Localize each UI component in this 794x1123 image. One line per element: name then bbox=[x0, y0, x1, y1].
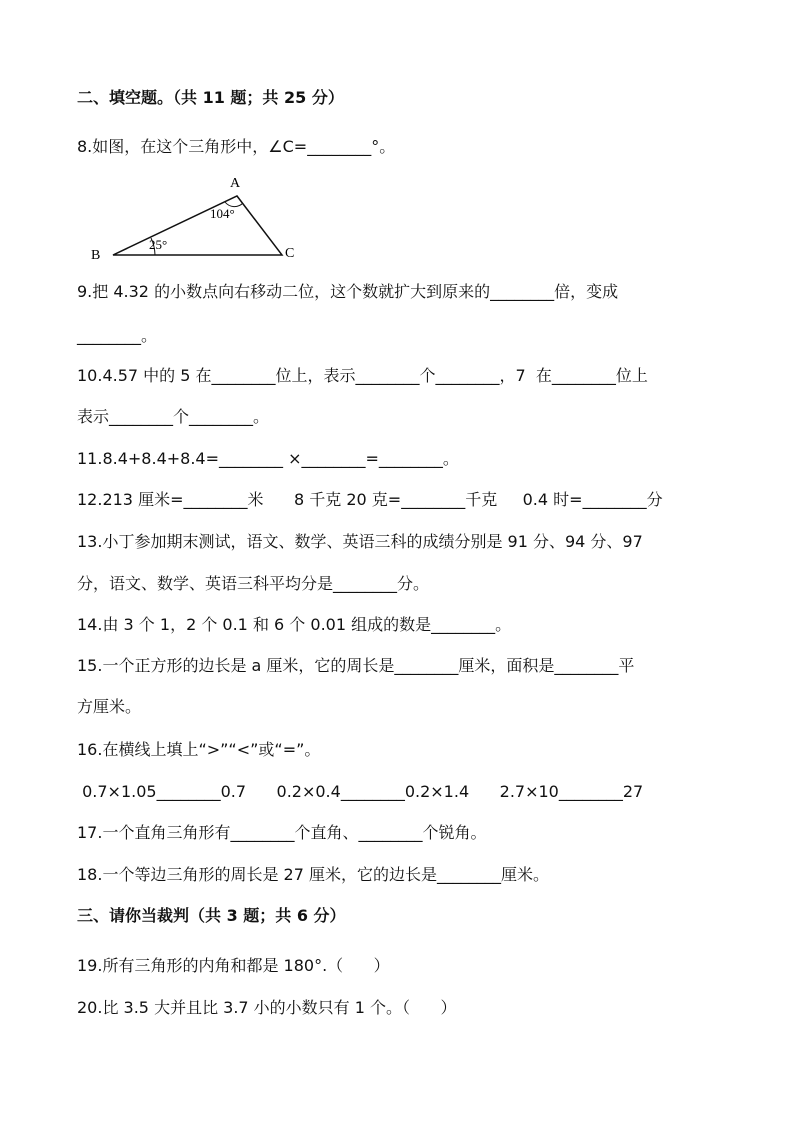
question-18: 18.一个等边三角形的周长是 27 厘米，它的边长是________厘米。 bbox=[77, 865, 549, 884]
question-16-items: 0.7×1.05________0.7 0.2×0.4________0.2×1.4 2.7×10________27 bbox=[77, 782, 644, 801]
triangle-figure bbox=[85, 170, 315, 265]
angle-b-label: 25° bbox=[149, 237, 168, 252]
vertex-label-a: A bbox=[230, 176, 241, 191]
question-9-line-2: ________。 bbox=[77, 326, 158, 345]
question-13-line-2: 分，语文、数学、英语三科平均分是________分。 bbox=[77, 574, 430, 593]
question-15-line-1: 15.一个正方形的边长是 a 厘米，它的周长是________厘米，面积是________平 bbox=[77, 656, 635, 675]
vertex-label-c: C bbox=[285, 246, 295, 261]
angle-a-label: 104° bbox=[210, 206, 235, 221]
section-title-judge: 三、请你当裁判（共 3 题；共 6 分） bbox=[77, 906, 346, 925]
question-19: 19.所有三角形的内角和都是 180°.（ ） bbox=[77, 956, 390, 975]
question-10-line-2: 表示________个________。 bbox=[77, 407, 270, 426]
vertex-label-b: B bbox=[91, 248, 101, 263]
question-14: 14.由 3 个 1，2 个 0.1 和 6 个 0.01 组成的数是________。 bbox=[77, 615, 512, 634]
section-title-fill-in: 二、填空题。（共 11 题；共 25 分） bbox=[77, 88, 344, 107]
question-20: 20.比 3.5 大并且比 3.7 小的小数只有 1 个。（ ） bbox=[77, 998, 457, 1017]
question-11: 11.8.4+8.4+8.4=________ ×________=________。 bbox=[77, 449, 459, 468]
question-9-line-1: 9.把 4.32 的小数点向右移动二位，这个数就扩大到原来的________倍，变成 bbox=[77, 282, 619, 301]
question-13-line-1: 13.小丁参加期末测试，语文、数学、英语三科的成绩分别是 91 分、94 分、97 bbox=[77, 532, 643, 551]
question-10-line-1: 10.4.57 中的 5 在________位上，表示________个________，7 在________位上 bbox=[77, 366, 648, 385]
question-12: 12.213 厘米=________米 8 千克 20 克=________千克 0.4 时=________分 bbox=[77, 490, 663, 509]
question-17: 17.一个直角三角形有________个直角、________个锐角。 bbox=[77, 823, 487, 842]
question-15-line-2: 方厘米。 bbox=[77, 697, 142, 716]
question-16: 16.在横线上填上“>”“<”或“=”。 bbox=[77, 740, 321, 759]
question-8: 8.如图，在这个三角形中，∠C=________°。 bbox=[77, 137, 396, 156]
